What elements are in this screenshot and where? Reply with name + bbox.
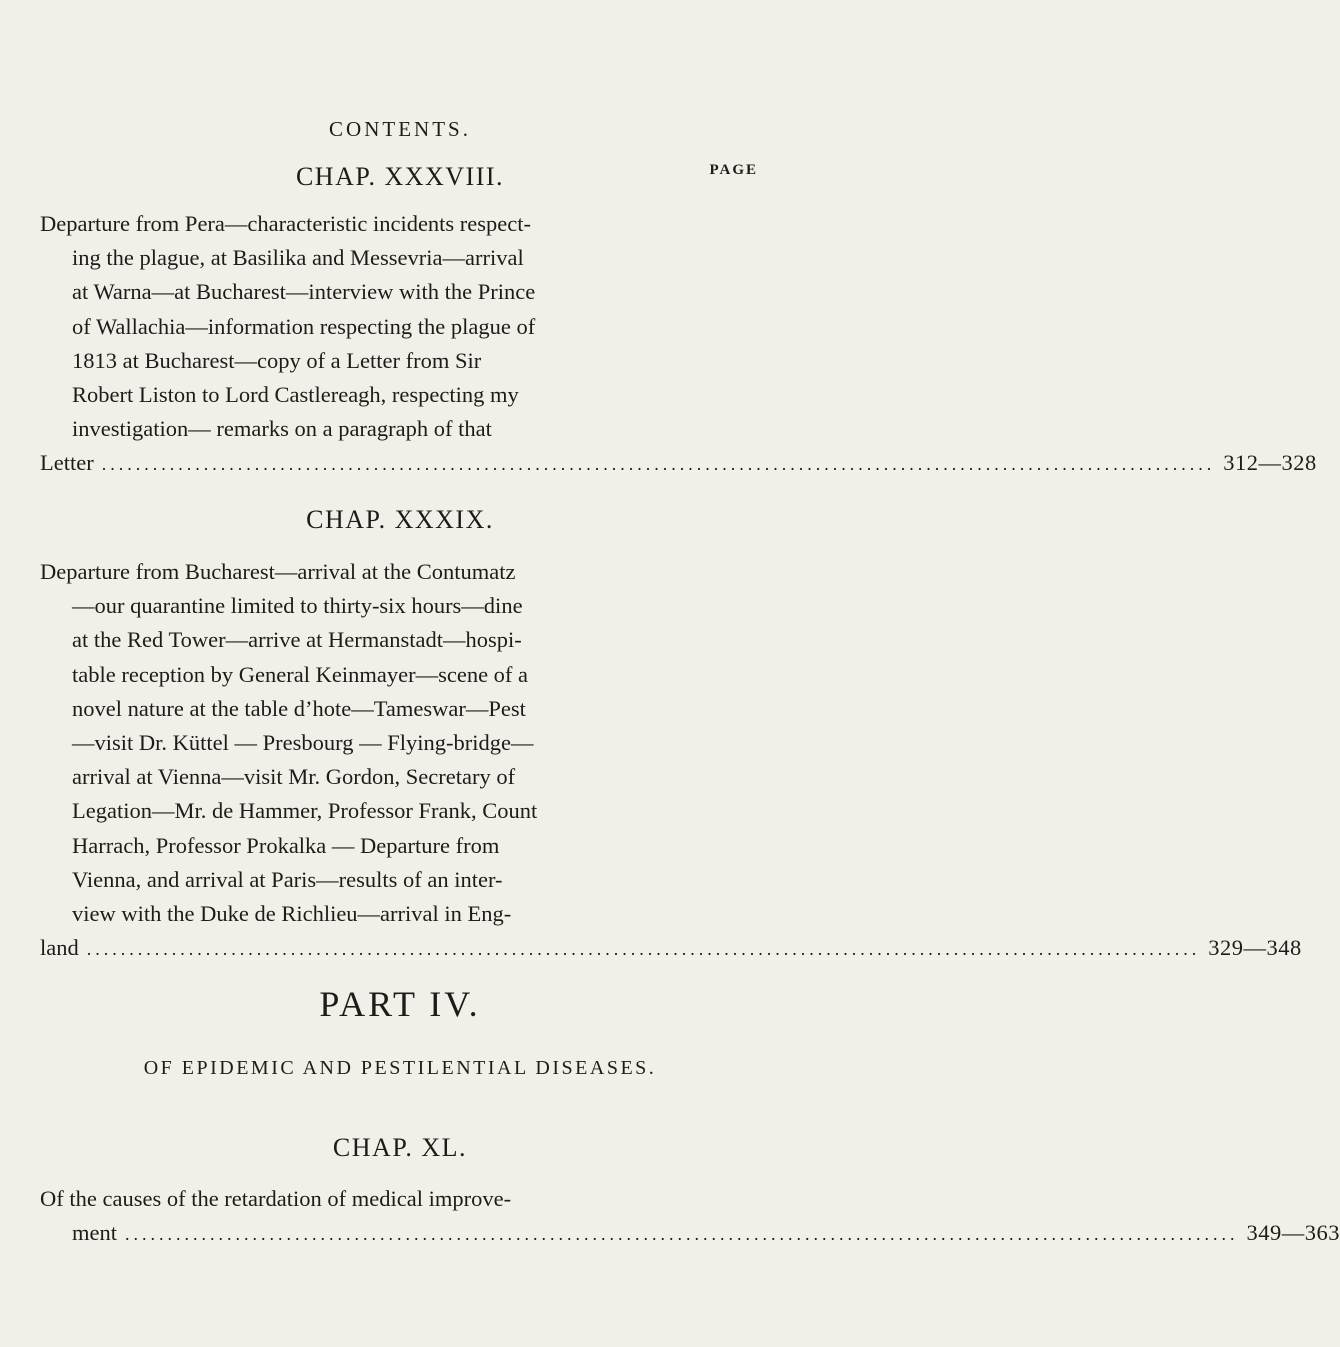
- dot-leader: ...................................................................................................................................: [86, 939, 1201, 960]
- chapter-heading-xxxviii: CHAP. XXXVIII.: [295, 162, 505, 191]
- summary-line: arrival at Vienna—visit Mr. Gordon, Secretary of: [72, 764, 516, 790]
- summary-line: Legation—Mr. de Hammer, Professor Frank, Count: [72, 798, 538, 824]
- summary-line: investigation— remarks on a paragraph of that: [72, 416, 492, 442]
- summary-line: Harrach, Professor Prokalka — Departure from: [72, 832, 500, 858]
- chapter-heading-xxxix: CHAP. XXXIX.: [306, 505, 494, 534]
- summary-line: Departure from Pera—characteristic incidents respect-: [40, 211, 532, 236]
- chapter-heading-xl: CHAP. XL.: [332, 1133, 468, 1162]
- summary-line: Departure from Bucharest—arrival at the Contumatz: [40, 559, 516, 584]
- summary-line: view with the Duke de Richlieu—arrival in Eng-: [72, 900, 512, 926]
- summary-line: table reception by General Keinmayer—scene of a: [72, 661, 529, 687]
- summary-line: Robert Liston to Lord Castlereagh, respecting my: [72, 381, 519, 407]
- summary-line: —our quarantine limited to thirty-six hours—dine: [72, 593, 523, 619]
- dot-leader: ...................................................................................................................................: [125, 1224, 1239, 1245]
- summary-line: ing the plague, at Basilika and Messevria—arrival: [72, 245, 524, 271]
- running-head: CONTENTS.: [329, 117, 471, 141]
- summary-line: at Warna—at Bucharest—interview with the Prince: [72, 279, 536, 305]
- page-column-label: PAGE: [709, 162, 758, 178]
- part-subtitle: OF EPIDEMIC AND PESTILENTIAL DISEASES.: [143, 1057, 657, 1079]
- summary-last-word: land: [40, 935, 79, 961]
- page-range: 329—348: [1208, 935, 1302, 961]
- summary-last-word: Letter: [40, 450, 94, 476]
- dot-leader: ...................................................................................................................................: [101, 454, 1216, 475]
- chapter-xl-summary: [40, 1182, 1340, 1250]
- summary-line: of Wallachia—information respecting the plague of: [72, 313, 536, 339]
- part-title: PART IV.: [319, 984, 481, 1024]
- summary-line: novel nature at the table d’hote—Tameswar—Pest: [72, 695, 526, 721]
- summary-line: Of the causes of the retardation of medical improve-: [40, 1186, 512, 1211]
- summary-line: —visit Dr. Küttel — Presbourg — Flying-bridge—: [72, 729, 534, 755]
- chapter-xxxix-summary: [40, 555, 1302, 965]
- summary-last-word: ment: [72, 1220, 117, 1246]
- summary-last-line: [40, 1216, 1340, 1250]
- page-range: 349—363: [1246, 1220, 1340, 1246]
- summary-line: 1813 at Bucharest—copy of a Letter from Sir: [72, 347, 482, 373]
- summary-last-line: [40, 446, 1317, 480]
- chapter-xxxviii-summary: [40, 207, 1317, 481]
- page-range: 312—328: [1223, 450, 1317, 476]
- summary-line: Vienna, and arrival at Paris—results of an inter-: [72, 866, 503, 892]
- summary-line: at the Red Tower—arrive at Hermanstadt—hospi-: [72, 627, 522, 653]
- summary-last-line: [40, 931, 1302, 965]
